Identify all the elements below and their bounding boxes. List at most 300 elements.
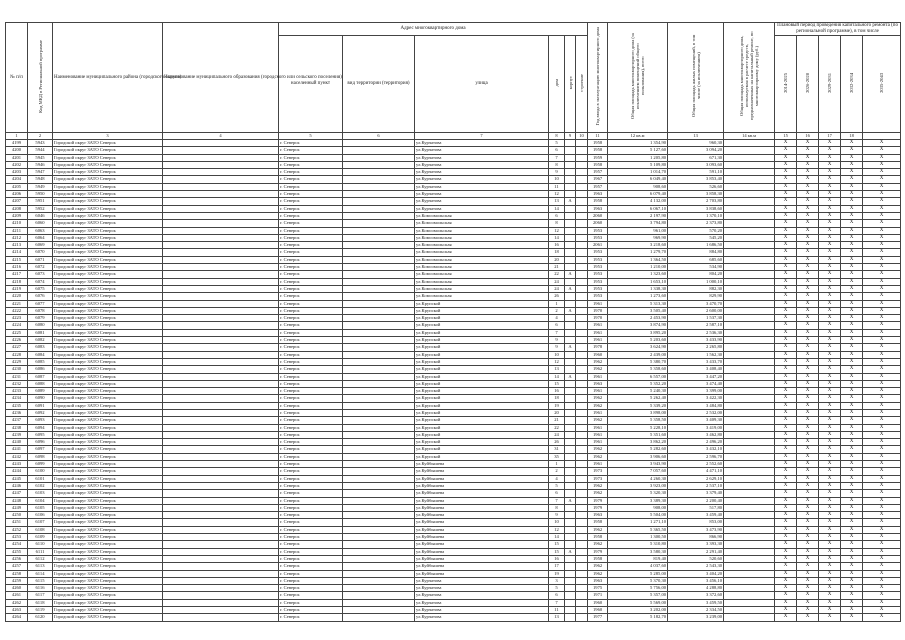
cell-n: 4251 [6, 519, 28, 526]
cell-period-mark: X [775, 205, 797, 212]
cell-locality: г. Северск [279, 205, 343, 212]
cell-area: 3 898,00 [608, 409, 668, 416]
cell-empty [724, 212, 775, 219]
cell-house: 8 [549, 504, 565, 511]
cell-street: ул.Крупской [415, 337, 549, 344]
table-row [6, 424, 901, 431]
cell-bld [565, 570, 576, 577]
cell-locality: г. Северск [279, 161, 343, 168]
cell-n: 4264 [6, 614, 28, 621]
cell-code: 6079 [28, 315, 53, 322]
cell-period-mark: X [863, 285, 901, 292]
cell-house: 16 [549, 388, 565, 395]
cell-street: ул.Крупской [415, 417, 549, 424]
cell-house: 35 [549, 453, 565, 460]
cell-empty [724, 322, 775, 329]
cell-period-mark: X [819, 278, 841, 285]
cell-bld: А [565, 198, 576, 205]
cell-bld: А [565, 285, 576, 292]
cell-house: 12 [549, 526, 565, 533]
cell-district: Городской округ ЗАТО Северск [53, 205, 163, 212]
cell-year: 1953 [588, 264, 608, 271]
cell-year: 1962 [588, 490, 608, 497]
table-row [6, 453, 901, 460]
cell-code: 5943 [28, 140, 53, 147]
cell-year: 1961 [588, 431, 608, 438]
cell-house: 26 [549, 293, 565, 300]
cell-empty [576, 395, 588, 402]
cell-code: 6093 [28, 417, 53, 424]
cell-empty [724, 468, 775, 475]
cell-district: Городской округ ЗАТО Северск [53, 183, 163, 190]
cell-district: Городской округ ЗАТО Северск [53, 161, 163, 168]
cell-street: ул.Крупской [415, 439, 549, 446]
cell-period-mark: X [819, 446, 841, 453]
header-cost: Общая площадь многоквартирного дома, используемая в расчете средств, предназначенных на капитальный ремонт, по многоквартирному дому (руб.) [724, 23, 775, 133]
cell-n: 4203 [6, 169, 28, 176]
header-period-3: 2029-2031 [819, 36, 841, 133]
cell-period-mark: X [797, 526, 819, 533]
table-row [6, 468, 901, 475]
cell-area: 5 127,60 [608, 147, 668, 154]
cell-empty [576, 220, 588, 227]
cell-period-mark: X [797, 161, 819, 168]
table-row [6, 402, 901, 409]
cell-living: 534,90 [668, 264, 724, 271]
cell-period-mark: X [841, 227, 863, 234]
cell-empty [724, 140, 775, 147]
cell-empty [163, 431, 279, 438]
table-row [6, 147, 901, 154]
cell-period-mark: X [819, 256, 841, 263]
cell-period-mark: X [797, 278, 819, 285]
cell-locality: г. Северск [279, 607, 343, 614]
cell-period-mark: X [863, 577, 901, 584]
cell-empty [576, 453, 588, 460]
cell-living: 526,60 [668, 183, 724, 190]
cell-street: ул.Курчатова [415, 176, 549, 183]
cell-locality: г. Северск [279, 169, 343, 176]
cell-street: ул.Комсомольская [415, 220, 549, 227]
col-number: 9 [565, 133, 576, 140]
cell-empty [343, 212, 415, 219]
cell-bld [565, 358, 576, 365]
table-row [6, 227, 901, 234]
cell-year: 2060 [588, 220, 608, 227]
cell-n: 4217 [6, 271, 28, 278]
cell-period-mark: X [841, 497, 863, 504]
cell-period-mark: X [819, 234, 841, 241]
cell-empty [163, 585, 279, 592]
cell-house: 9 [549, 344, 565, 351]
cell-n: 4204 [6, 176, 28, 183]
cell-year: 1960 [588, 607, 608, 614]
cell-n: 4211 [6, 227, 28, 234]
cell-area: 5 109,80 [608, 161, 668, 168]
cell-period-mark: X [775, 468, 797, 475]
cell-period-mark: X [841, 607, 863, 614]
cell-period-mark: X [841, 614, 863, 621]
cell-street: ул.Курчатова [415, 599, 549, 606]
cell-empty [163, 315, 279, 322]
cell-period-mark: X [797, 402, 819, 409]
cell-district: Городской округ ЗАТО Северск [53, 191, 163, 198]
cell-house: 10 [549, 176, 565, 183]
cell-period-mark: X [863, 278, 901, 285]
cell-code: 6108 [28, 526, 53, 533]
cell-period-mark: X [819, 249, 841, 256]
cell-period-mark: X [863, 541, 901, 548]
cell-year: 1961 [588, 439, 608, 446]
cell-code: 5949 [28, 183, 53, 190]
cell-empty [724, 264, 775, 271]
col-number: 18 [841, 133, 863, 140]
cell-locality: г. Северск [279, 461, 343, 468]
cell-period-mark: X [775, 344, 797, 351]
cell-empty [724, 395, 775, 402]
table-row [6, 504, 901, 511]
cell-period-mark: X [819, 614, 841, 621]
table-row [6, 512, 901, 519]
cell-area: 1 271,10 [608, 519, 668, 526]
table-row [6, 183, 901, 190]
cell-period-mark: X [863, 176, 901, 183]
cell-empty [724, 541, 775, 548]
cell-empty [724, 271, 775, 278]
cell-empty [724, 512, 775, 519]
cell-empty [343, 424, 415, 431]
cell-period-mark: X [775, 307, 797, 314]
cell-empty [724, 570, 775, 577]
cell-period-mark: X [819, 490, 841, 497]
cell-empty [576, 490, 588, 497]
cell-empty [343, 534, 415, 541]
cell-empty [343, 351, 415, 358]
table-row [6, 461, 901, 468]
cell-empty [724, 191, 775, 198]
cell-period-mark: X [797, 417, 819, 424]
table-row [6, 555, 901, 562]
cell-area: 1 300,50 [608, 534, 668, 541]
cell-period-mark: X [841, 264, 863, 271]
cell-street: ул.Курчатова [415, 183, 549, 190]
cell-living: 3 399,00 [668, 388, 724, 395]
cell-year: 1963 [588, 191, 608, 198]
cell-empty [343, 358, 415, 365]
cell-empty [724, 337, 775, 344]
cell-period-mark: X [841, 417, 863, 424]
cell-year: 1979 [588, 497, 608, 504]
cell-bld [565, 555, 576, 562]
cell-living: 853,00 [668, 519, 724, 526]
cell-living: 866,90 [668, 534, 724, 541]
cell-code: 6096 [28, 439, 53, 446]
cell-living: 3 858,30 [668, 191, 724, 198]
cell-living: 3 459,50 [668, 599, 724, 606]
cell-period-mark: X [797, 176, 819, 183]
cell-code: 6104 [28, 497, 53, 504]
col-number: 4 [163, 133, 279, 140]
cell-house: 13 [549, 366, 565, 373]
cell-street: ул.Крупской [415, 315, 549, 322]
cell-period-mark: X [841, 176, 863, 183]
cell-empty [576, 169, 588, 176]
cell-code: 6086 [28, 366, 53, 373]
col-number-unit-12: 12 кв.м [608, 133, 668, 140]
col-number: 13 [668, 133, 724, 140]
cell-period-mark: X [819, 555, 841, 562]
cell-bld [565, 161, 576, 168]
cell-period-mark: X [863, 417, 901, 424]
table-row [6, 563, 901, 570]
cell-living: 570,20 [668, 227, 724, 234]
cell-empty [724, 147, 775, 154]
cell-n: 4200 [6, 147, 28, 154]
cell-code: 6100 [28, 468, 53, 475]
cell-empty [576, 402, 588, 409]
cell-n: 4206 [6, 191, 28, 198]
cell-locality: г. Северск [279, 293, 343, 300]
cell-living: 671,30 [668, 154, 724, 161]
cell-bld [565, 154, 576, 161]
header-area-living: Общая площадь жилых помещений, в том числе (за исключением) [668, 23, 724, 133]
cell-period-mark: X [841, 541, 863, 548]
cell-area: 3 943,90 [608, 461, 668, 468]
cell-living: 3 432,10 [668, 446, 724, 453]
cell-empty [576, 548, 588, 555]
cell-n: 4247 [6, 490, 28, 497]
cell-period-mark: X [797, 431, 819, 438]
cell-n: 4249 [6, 504, 28, 511]
cell-house: 9 [549, 512, 565, 519]
cell-empty [343, 548, 415, 555]
cell-locality: г. Северск [279, 344, 343, 351]
cell-house: 14 [549, 205, 565, 212]
cell-house: 6 [549, 592, 565, 599]
table-row [6, 366, 901, 373]
cell-empty [163, 249, 279, 256]
cell-bld [565, 293, 576, 300]
cell-n: 4228 [6, 351, 28, 358]
table-row [6, 140, 901, 147]
cell-area: 5 370,30 [608, 577, 668, 584]
table-row [6, 212, 901, 219]
cell-district: Городской округ ЗАТО Северск [53, 380, 163, 387]
cell-period-mark: X [797, 424, 819, 431]
cell-empty [163, 322, 279, 329]
cell-locality: г. Северск [279, 482, 343, 489]
cell-empty [163, 475, 279, 482]
cell-empty [163, 183, 279, 190]
cell-street: ул.Куйбышева [415, 504, 549, 511]
cell-street: ул.Куйбышева [415, 475, 549, 482]
cell-empty [343, 468, 415, 475]
cell-district: Городской округ ЗАТО Северск [53, 424, 163, 431]
cell-empty [576, 373, 588, 380]
header-year: Год ввода в эксплуатацию многоквартирного дома [588, 23, 608, 133]
cell-code: 5945 [28, 154, 53, 161]
cell-period-mark: X [863, 227, 901, 234]
cell-living: 804,20 [668, 271, 724, 278]
cell-period-mark: X [819, 570, 841, 577]
cell-code: 6111 [28, 548, 53, 555]
cell-empty [343, 191, 415, 198]
cell-period-mark: X [819, 183, 841, 190]
table-row [6, 614, 901, 621]
cell-empty [343, 264, 415, 271]
cell-house: 17 [549, 563, 565, 570]
table-row [6, 315, 901, 322]
cell-district: Городской округ ЗАТО Северск [53, 563, 163, 570]
cell-empty [343, 395, 415, 402]
cell-house: 6 [549, 322, 565, 329]
cell-code: 6092 [28, 409, 53, 416]
cell-period-mark: X [863, 256, 901, 263]
cell-n: 4224 [6, 322, 28, 329]
cell-period-mark: X [819, 417, 841, 424]
cell-area: 5 380,70 [608, 358, 668, 365]
cell-empty [343, 307, 415, 314]
cell-street: ул.Крупской [415, 380, 549, 387]
cell-empty [724, 205, 775, 212]
cell-period-mark: X [863, 264, 901, 271]
cell-period-mark: X [863, 293, 901, 300]
cell-period-mark: X [841, 504, 863, 511]
cell-empty [343, 563, 415, 570]
cell-empty [343, 315, 415, 322]
cell-empty [576, 322, 588, 329]
cell-year: 1962 [588, 358, 608, 365]
cell-living: 3 470,70 [668, 300, 724, 307]
cell-empty [343, 402, 415, 409]
cell-period-mark: X [841, 482, 863, 489]
cell-locality: г. Северск [279, 271, 343, 278]
cell-empty [163, 519, 279, 526]
cell-bld: А [565, 307, 576, 314]
cell-district: Городской округ ЗАТО Северск [53, 512, 163, 519]
cell-district: Городской округ ЗАТО Северск [53, 256, 163, 263]
cell-locality: г. Северск [279, 147, 343, 154]
cell-period-mark: X [797, 577, 819, 584]
cell-period-mark: X [863, 147, 901, 154]
cell-code: 5946 [28, 161, 53, 168]
cell-period-mark: X [797, 555, 819, 562]
cell-empty [576, 475, 588, 482]
cell-code: 6098 [28, 453, 53, 460]
cell-period-mark: X [841, 278, 863, 285]
cell-empty [576, 183, 588, 190]
cell-year: 1970 [588, 307, 608, 314]
col-number: 17 [819, 133, 841, 140]
cell-period-mark: X [775, 198, 797, 205]
cell-area: 5 358,60 [608, 366, 668, 373]
cell-period-mark: X [863, 555, 901, 562]
header-period-5: 2035-2043 [863, 36, 901, 133]
cell-empty [724, 358, 775, 365]
header-structure: строение [576, 36, 588, 133]
table-row [6, 329, 901, 336]
table-row [6, 541, 901, 548]
cell-bld [565, 300, 576, 307]
cell-living: 1 562,30 [668, 351, 724, 358]
cell-empty [724, 285, 775, 292]
table-row [6, 592, 901, 599]
cell-period-mark: X [775, 526, 797, 533]
cell-locality: г. Северск [279, 249, 343, 256]
cell-house: 19 [549, 402, 565, 409]
cell-district: Городской округ ЗАТО Северск [53, 337, 163, 344]
cell-street: ул.Крупской [415, 409, 549, 416]
cell-empty [343, 169, 415, 176]
cell-year: 1979 [588, 504, 608, 511]
table-row [6, 388, 901, 395]
cell-period-mark: X [797, 563, 819, 570]
cell-area: 5 228,10 [608, 424, 668, 431]
cell-district: Городской округ ЗАТО Северск [53, 358, 163, 365]
cell-empty [163, 154, 279, 161]
cell-empty [576, 205, 588, 212]
table-row [6, 570, 901, 577]
cell-living: 3 093,60 [668, 161, 724, 168]
cell-year: 1953 [588, 285, 608, 292]
cell-district: Городской округ ЗАТО Северск [53, 242, 163, 249]
cell-n: 4244 [6, 468, 28, 475]
cell-area: 5 182,70 [608, 614, 668, 621]
cell-period-mark: X [841, 198, 863, 205]
table-row [6, 373, 901, 380]
cell-period-mark: X [775, 242, 797, 249]
cell-living: 3 473,90 [668, 526, 724, 533]
cell-empty [724, 388, 775, 395]
cell-period-mark: X [819, 285, 841, 292]
cell-house: 20 [549, 409, 565, 416]
table-row [6, 271, 901, 278]
cell-empty [724, 242, 775, 249]
cell-period-mark: X [775, 482, 797, 489]
cell-code: 6063 [28, 227, 53, 234]
cell-period-mark: X [863, 140, 901, 147]
cell-area: 1 014,70 [608, 169, 668, 176]
cell-period-mark: X [841, 402, 863, 409]
cell-period-mark: X [863, 351, 901, 358]
cell-period-mark: X [863, 315, 901, 322]
cell-code: 5951 [28, 198, 53, 205]
cell-period-mark: X [819, 161, 841, 168]
cell-empty [576, 278, 588, 285]
cell-period-mark: X [863, 154, 901, 161]
cell-period-mark: X [775, 191, 797, 198]
cell-empty [343, 388, 415, 395]
cell-locality: г. Северск [279, 599, 343, 606]
cell-living: 2 532,00 [668, 409, 724, 416]
cell-period-mark: X [841, 212, 863, 219]
cell-year: 1977 [588, 614, 608, 621]
cell-empty [576, 293, 588, 300]
cell-area: 3 895,20 [608, 329, 668, 336]
cell-house: 20 [549, 256, 565, 263]
cell-house: 12 [549, 227, 565, 234]
cell-street: ул.Крупской [415, 446, 549, 453]
cell-year: 1962 [588, 417, 608, 424]
cell-year: 1962 [588, 446, 608, 453]
cell-empty [724, 227, 775, 234]
cell-locality: г. Северск [279, 300, 343, 307]
cell-n: 4207 [6, 198, 28, 205]
cell-n: 4250 [6, 512, 28, 519]
cell-period-mark: X [775, 147, 797, 154]
cell-year: 2061 [588, 242, 608, 249]
cell-period-mark: X [841, 585, 863, 592]
